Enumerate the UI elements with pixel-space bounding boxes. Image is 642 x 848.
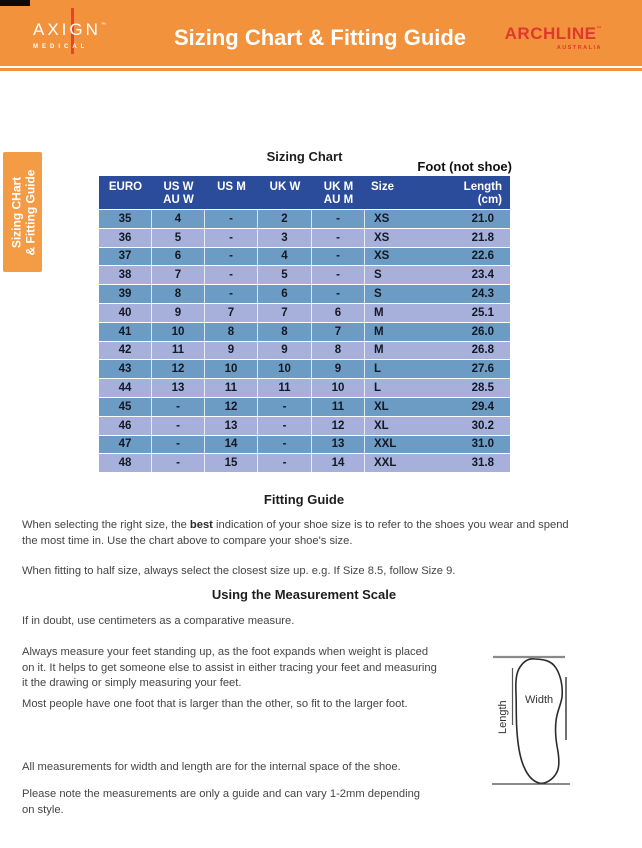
table-row [99,454,510,473]
corner-mark [0,0,30,6]
table-cell: 14 [312,454,365,472]
paragraph-measure-2 [22,645,437,692]
table-cell: L [374,363,382,376]
column-header: UK W [269,181,301,193]
table-cell: 15 [205,454,258,472]
table-cell: 4 [152,210,205,228]
table-row [99,379,510,398]
table-cell: 6 [152,248,205,266]
table-row [99,417,510,436]
archline-trademark: ™ [596,26,602,32]
table-cell: - [312,266,365,284]
fitting-guide-heading: Fitting Guide [263,492,345,507]
axign-trademark: ™ [100,22,106,28]
table-cell: 45 [99,398,152,416]
archline-logo [498,24,602,51]
size-table-body [99,210,510,473]
table-cell: 23.4 [471,269,494,282]
table-cell: M [374,306,384,319]
header-band [0,0,642,66]
axign-logo-text [33,8,113,40]
table-row [99,342,510,361]
table-cell: 9 [152,304,205,322]
table-cell: 13 [205,417,258,435]
table-cell: 8 [152,285,205,303]
table-cell: XS [374,212,390,225]
table-row [99,436,510,455]
table-cell: 44 [99,379,152,397]
foot-measurement-diagram [485,650,635,795]
table-row [99,285,510,304]
table-cell: - [312,285,365,303]
column-header: UK M AU M [323,181,354,206]
table-cell: 8 [258,323,312,341]
archline-logo-text [498,24,602,44]
paragraph-line: the most time in. Use the chart above to compare your shoe's size. [22,534,353,547]
table-cell: - [312,210,365,228]
length-label: Length [497,700,509,734]
table-cell: 48 [99,454,152,472]
table-cell: 26.8 [471,344,494,357]
table-cell: 29.4 [471,400,494,413]
table-cell: 7 [152,266,205,284]
table-cell: 21.8 [471,231,494,244]
foot-not-shoe-label: Foot (not shoe) [417,159,512,174]
table-cell: 4 [258,248,312,266]
table-cell: XXL [374,438,397,451]
table-cell: - [205,266,258,284]
table-cell: 27.6 [471,363,494,376]
table-row [99,266,510,285]
table-cell: 40 [99,304,152,322]
table-cell: 9 [258,342,312,360]
table-cell: 28.5 [471,382,494,395]
table-cell: 8 [205,323,258,341]
paragraph-line: Always measure your feet standing up, as the foot expands when weight is placed [22,646,429,658]
table-cell: - [205,248,258,266]
column-header: US W AU W [163,181,194,206]
table-cell: S [374,269,382,282]
paragraph-line: on style. [22,803,64,816]
table-cell: 3 [258,229,312,247]
paragraph-measure-3: Most people have one foot that is larger than the other, so fit to the larger foot. [22,698,408,710]
size-table-header [99,176,510,210]
table-cell: - [152,417,205,435]
table-cell: - [152,436,205,454]
table-cell: 7 [258,304,312,322]
table-cell: 24.3 [471,288,494,301]
column-header: Size [371,181,395,193]
table-cell: XL [374,400,389,413]
table-row [99,248,510,267]
table-cell: 47 [99,436,152,454]
table-cell: 11 [258,379,312,397]
table-cell: - [258,454,312,472]
table-cell: - [258,436,312,454]
table-cell: 38 [99,266,152,284]
table-cell: 10 [152,323,205,341]
table-cell: - [205,210,258,228]
table-cell: 10 [258,360,312,378]
table-row [99,210,510,229]
table-cell: 37 [99,248,152,266]
table-cell: 25.1 [471,306,494,319]
axign-wordmark: AXIGN [33,20,101,39]
table-cell: - [312,229,365,247]
paragraph-measure-1: If in doubt, use centimeters as a comparative measure. [22,615,295,627]
table-cell: 41 [99,323,152,341]
table-cell: 14 [205,436,258,454]
table-cell: 12 [152,360,205,378]
measurement-scale-heading: Using the Measurement Scale [211,587,397,602]
text-post: indication of your shoe size is to refer to the shoes you wear and spend [212,519,569,531]
text-bold-best: best [189,519,213,531]
table-cell: - [258,398,312,416]
table-cell: - [152,398,205,416]
column-header: Length (cm) [463,181,502,206]
table-cell: - [312,248,365,266]
table-row [99,229,510,248]
table-cell: 5 [258,266,312,284]
table-cell: XXL [374,457,397,470]
table-cell: L [374,382,382,395]
side-tab-label [3,152,42,272]
axign-logo-subtext: MEDICAL [33,44,89,50]
paragraph-measure-4: All measurements for width and length are for the internal space of the shoe. [22,761,401,773]
paragraph-fitting-1 [22,518,569,549]
table-cell: 7 [312,323,365,341]
table-cell: 6 [312,304,365,322]
sizing-table [99,176,510,473]
table-cell: 9 [312,360,365,378]
archline-wordmark: ARCHLINE [504,24,597,43]
table-cell: 21.0 [471,212,494,225]
table-cell: 8 [312,342,365,360]
paragraph-measure-5 [22,787,420,818]
paragraph-line: it the drawing or simply measuring your feet. [22,677,242,689]
table-cell: 2 [258,210,312,228]
table-cell: 7 [205,304,258,322]
paragraph-line [22,518,569,534]
side-tab-line1: Sizing CHart [8,176,23,248]
sizing-chart-title: Sizing Chart [266,149,343,164]
table-row [99,323,510,342]
table-cell: 36 [99,229,152,247]
table-cell: 13 [312,436,365,454]
table-cell: 35 [99,210,152,228]
table-cell: 46 [99,417,152,435]
table-cell: M [374,344,384,357]
table-cell: 13 [152,379,205,397]
table-cell: 6 [258,285,312,303]
table-cell: 11 [152,342,205,360]
table-cell: - [258,417,312,435]
table-cell: 10 [312,379,365,397]
table-row [99,360,510,379]
table-cell: 5 [152,229,205,247]
width-label: Width [525,694,554,706]
side-tab-line2: & Fitting Guide [22,169,37,255]
paragraph-fitting-2: When fitting to half size, always select the closest size up. e.g. If Size 8.5, follow Size 9. [22,565,456,577]
table-cell: XL [374,419,389,432]
column-header: US M [217,181,246,193]
table-cell: 22.6 [471,250,494,263]
table-cell: 31.0 [471,438,494,451]
table-cell: 12 [312,417,365,435]
table-cell: - [205,285,258,303]
table-cell: 30.2 [471,419,494,432]
table-row [99,398,510,417]
axign-logo [33,8,113,58]
table-cell: 42 [99,342,152,360]
page-title: Sizing Chart & Fitting Guide [173,25,467,50]
table-cell: 26.0 [471,325,494,338]
table-cell: S [374,288,382,301]
foot-outline [516,659,562,783]
table-cell: 9 [205,342,258,360]
table-row [99,304,510,323]
table-cell: 43 [99,360,152,378]
table-cell: XS [374,231,390,244]
table-cell: 11 [312,398,365,416]
side-tab [3,152,42,272]
table-cell: 11 [205,379,258,397]
paragraph-line: on it. It helps to get someone else to assist in either tracing your feet and measuring [22,661,437,674]
table-cell: M [374,325,384,338]
column-header: EURO [108,181,143,193]
table-cell: 31.8 [471,457,494,470]
table-cell: 10 [205,360,258,378]
table-cell: 39 [99,285,152,303]
archline-logo-subtext: AUSTRALIA [556,45,602,51]
paragraph-line: Please note the measurements are only a guide and can vary 1-2mm depending [22,788,421,800]
table-cell: XS [374,250,390,263]
table-cell: 12 [205,398,258,416]
text-pre: When selecting the right size, the [22,519,190,531]
table-cell: - [152,454,205,472]
header-divider-rule [0,68,642,71]
table-cell: - [205,229,258,247]
